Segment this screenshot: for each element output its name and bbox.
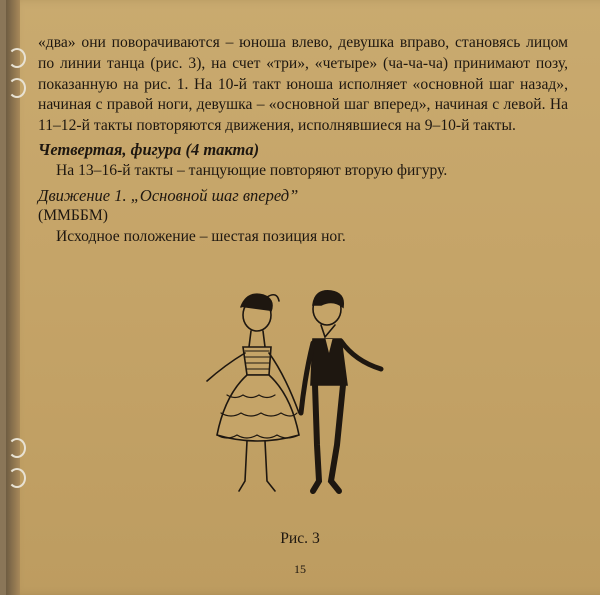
binding-ring (8, 438, 26, 458)
binding-ring (8, 78, 26, 98)
binding-ring (8, 48, 26, 68)
page-text (38, 33, 568, 248)
movement-code: (ММББМ) (38, 207, 108, 225)
figure-caption: Рис. 3 (280, 530, 320, 547)
paragraph-steps: «два» они поворачиваются – юноша влево, девушка вправо, становясь лицом по линии танца (рис. 3), на счет «три», «четыре» (ча-ча-ча) принимают позу, показанную на рис. 1. На 10-й такт юноша исполняет «основной шаг назад», начиная с правой ноги, девушка – «основной шаг вперед», начиная с левой. На 11–12-й такты повторяются движения, исполнявшиеся на 9–10-й такты. (38, 34, 568, 135)
figure-heading: Четвертая, фигура (4 такта) (38, 139, 260, 159)
dancing-couple-illustration (195, 285, 395, 510)
figure-description: На 13–16-й такты – танцующие повторяют вторую фигуру. (56, 161, 448, 179)
movement-heading: Движение 1. „Основной шаг вперед” (38, 185, 299, 205)
page-number: 15 (294, 562, 306, 576)
binding-ring (8, 468, 26, 488)
starting-position-text: Исходное положение – шестая позиция ног. (56, 228, 346, 246)
